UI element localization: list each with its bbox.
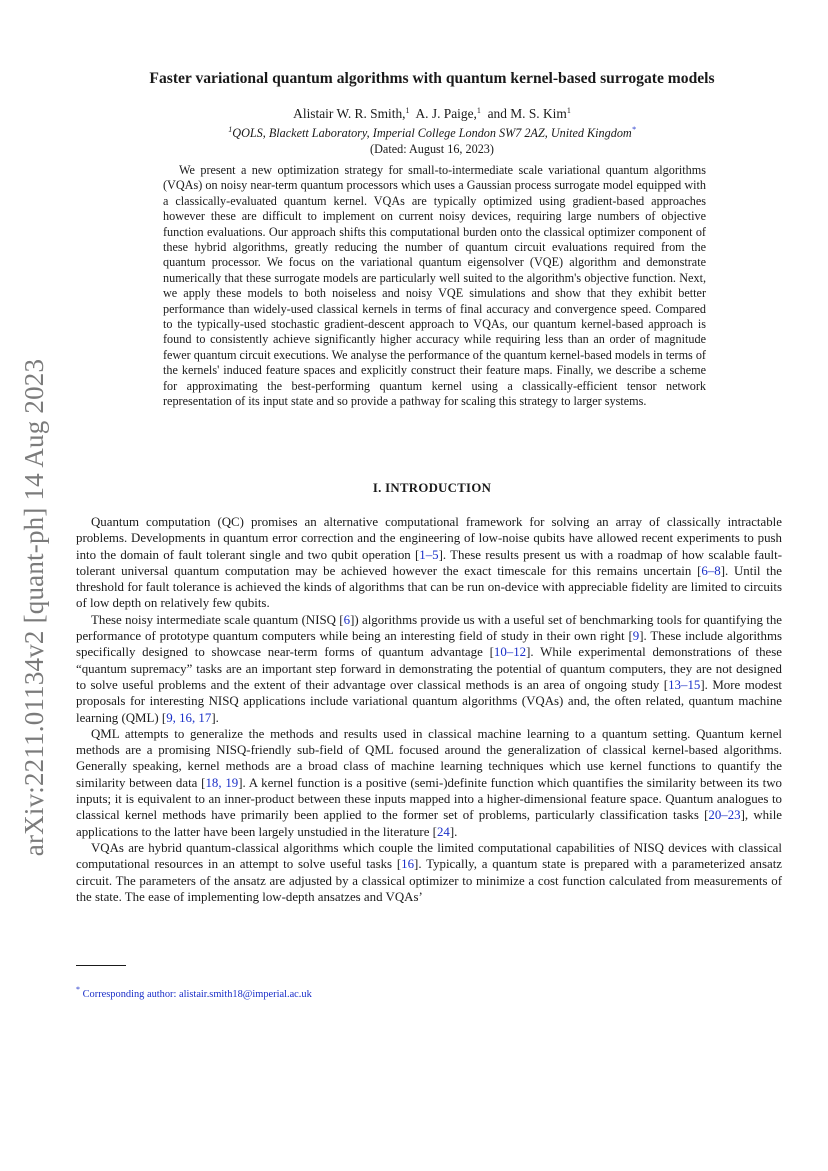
footnote-mark: * — [76, 985, 80, 994]
paragraph-text: These noisy intermediate scale quantum (NISQ [ — [91, 612, 344, 627]
paragraph-text: ]. — [211, 710, 219, 725]
paragraph-text: ]. These include algorithms specifically designed to showcase near-term forms of quantum advantage [ — [76, 629, 782, 660]
citation-link[interactable]: 1–5 — [419, 547, 439, 562]
body-paragraph — [76, 514, 782, 612]
author-3-affiliation-mark: 1 — [566, 106, 571, 115]
corresponding-author-mark[interactable]: * — [631, 125, 636, 134]
citation-link[interactable]: 20–23 — [708, 808, 741, 823]
author-2: A. J. Paige, — [415, 106, 477, 121]
body-paragraph — [76, 726, 782, 840]
author-3: and M. S. Kim — [487, 106, 567, 121]
citation-link[interactable]: 16 — [401, 857, 415, 872]
paragraph-text: ]. More modest proposals for interesting NISQ applications include variational quantum algorithms (VQAs) and, the often related, quantum machine learning (QML) [ — [76, 677, 782, 725]
paragraph-text: ]. A kernel function is a positive (semi-)definite function which quantifies the similarity between its two inputs; it is equivalent to an inner-product between these inputs mapped into a higher-dimensional feature space. Quantum analogues to classical kernel methods have primarily been applied to the former set of problems, particularly classification tasks [ — [76, 775, 782, 823]
citation-link[interactable]: 9, 16, 17 — [166, 710, 212, 725]
author-1: Alistair W. R. Smith, — [293, 106, 406, 121]
paragraph-text: QML attempts to generalize the methods and results used in classical machine learning to a quantum setting. Quantum kernel methods are a promising NISQ-friendly sub-field of QML focused around the generalization of classical kernel-based algorithms. Generally speaking, kernel methods are a broad class of machine learning techniques which use kernel functions to quantify the similarity between data [ — [76, 726, 782, 790]
paragraph-text: Quantum computation (QC) promises an alternative computational framework for solving an array of classically intractable problems. Developments in quantum error correction and the engineering of low-noise qubits have allowed recent experiments to push into the domain of fault tolerant single and two qubit operation [ — [76, 515, 782, 562]
affiliation-text: QOLS, Blackett Laboratory, Imperial College London SW7 2AZ, United Kingdom — [232, 126, 632, 140]
body-paragraph — [76, 612, 782, 726]
footnote-text[interactable]: Corresponding author: alistair.smith18@imperial.ac.uk — [82, 989, 312, 1000]
author-list — [60, 106, 804, 122]
citation-link[interactable]: 10–12 — [493, 645, 527, 660]
section-heading-introduction: I. INTRODUCTION — [372, 481, 492, 495]
arxiv-identifier: arXiv:2211.01134v2 [quant-ph] 14 Aug 2023 — [19, 358, 50, 857]
paragraph-text: ]. While experimental demonstrations of these “quantum supremacy” tasks are an important step forward in demonstrating the potential of quantum computers, they are not designed to solve useful problems and the extent of their advantage over classical methods is an area of ongoing study [ — [76, 645, 783, 692]
paragraph-text: VQAs are hybrid quantum-classical algorithms which couple the limited computational capabilities of NISQ devices with classical computational resources in an attempt to solve useful tasks [ — [76, 840, 782, 872]
footnote — [76, 985, 312, 1000]
affiliation — [60, 126, 804, 141]
footnote-rule — [76, 965, 126, 966]
citation-link[interactable]: 6–8 — [701, 563, 721, 578]
author-1-affiliation-mark: 1 — [405, 106, 410, 115]
paragraph-text: ]. — [449, 824, 458, 839]
citation-link[interactable]: 13–15 — [668, 677, 701, 692]
abstract: We present a new optimization strategy for small-to-intermediate scale variational quantum algorithms (VQAs) on noisy near-term quantum processors which uses a Gaussian process surrogate model equipped with a classically-evaluated quantum kernel. VQAs are typically optimized using gradient-based approaches however these are difficult to implement on current noisy devices, requiring large numbers of objective function evaluations. Our approach shifts this computational burden onto the classical optimizer component of these hybrid algorithms, greatly reducing the number of quantum circuit evaluations required from the quantum processor. We focus on the variational quantum eigensolver (VQE) algorithm and demonstrate numerically that these surrogate models are particularly well suited to the algorithm's objective function. Next, we apply these models to both noiseless and noisy VQE simulations and show that they exhibit better performance than widely-used classical kernels in terms of final accuracy and convergence speed. Compared to the typically-used stochastic gradient-descent approach to VQAs, our quantum kernel-based approach is found to consistently achieve significantly higher accuracy while requiring less than an order of magnitude fewer quantum circuit executions. We analyse the performance of the quantum kernel-based models in terms of the kernels' induced feature spaces and explicitly construct their feature maps. Finally, we describe a scheme for approximating the best-performing quantum kernel using a classically-efficient tensor network representation of its input state and so provide a pathway for scaling this strategy to larger systems. — [163, 163, 706, 409]
introduction-body — [76, 514, 782, 905]
paragraph-text: ]. These results present us with a roadmap of how scalable fault-tolerant universal quantum computation may be achieved however the exact timescale for this remains uncertain [ — [76, 547, 782, 578]
paragraph-text: ]. Until the threshold for fault tolerance is achieved the kinds of algorithms that can be run on-device with appreciable fidelity are limited to circuits of low depth on relatively few qubits. — [76, 563, 782, 611]
paper-title: Faster variational quantum algorithms with quantum kernel-based surrogate models — [149, 70, 715, 87]
citation-link[interactable]: 24 — [436, 824, 450, 839]
paragraph-text: ]. Typically, a quantum state is prepared with a parameterized ansatz circuit. The parameters of the ansatz are adjusted by a classical optimizer to minimize a cost function calculated from measurements of the state. The ease of implementing low-depth ansatzes and VQAs’ — [76, 857, 783, 904]
body-paragraph — [76, 840, 782, 905]
paragraph-text: ]) algorithms provide us with a useful set of benchmarking tools for quantifying the performance of prototype quantum computers while being an interesting field of study in their own right [ — [76, 612, 783, 644]
affiliation-number: 1 — [228, 125, 233, 134]
arxiv-sidebar-stamp — [19, 345, 50, 870]
paragraph-text: ], while applications to the latter have been largely unstudied in the literature [ — [76, 808, 782, 839]
date-line: (Dated: August 16, 2023) — [370, 142, 494, 156]
citation-link[interactable]: 9 — [632, 629, 640, 644]
citation-link[interactable]: 6 — [343, 612, 351, 627]
author-2-affiliation-mark: 1 — [476, 106, 481, 115]
citation-link[interactable]: 18, 19 — [205, 775, 239, 790]
